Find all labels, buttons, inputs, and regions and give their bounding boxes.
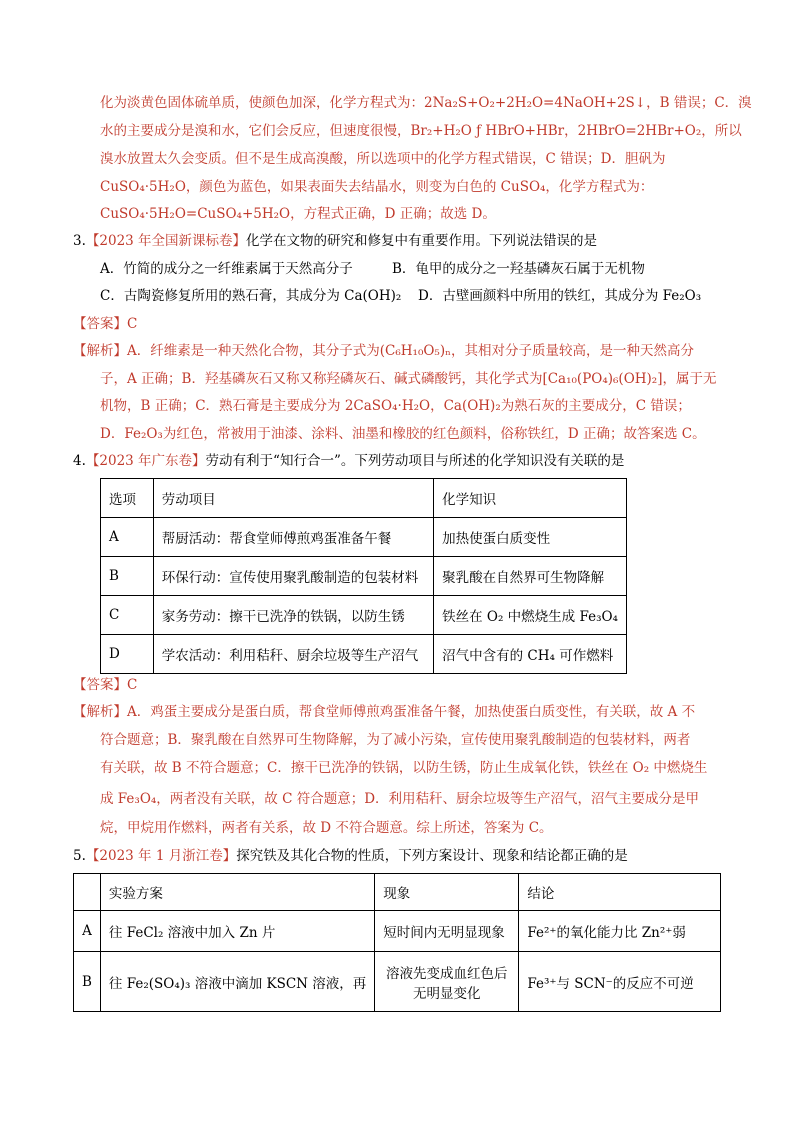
question-5-stem [73,846,628,866]
q2-analysis-line-3: 溴水放置太久会变质。但不是生成高溴酸，所以选项中的化学方程式错误，C 错误；D．胆矾为 [100,151,666,167]
phenomenon-line-1: 溶液先变成血红色后 [386,965,508,982]
q3-analysis-line-1 [73,341,694,361]
table-header-row [101,479,627,518]
phenomenon-line-2: 无明显变化 [413,985,481,1002]
q2-analysis-line-4: CuSO₄·5H₂O，颜色为蓝色，如果表面失去结晶水，则变为白色的 CuSO₄，化学方程式为： [100,179,654,195]
table-cell: Fe²⁺的氧化能力比 Zn²⁺弱 [519,911,721,952]
table-cell: A [101,518,154,557]
question-source: 【2023 年广东卷】 [85,453,206,469]
table-header-cell: 结论 [519,874,721,911]
table-cell: Fe³⁺与 SCN⁻的反应不可逆 [519,952,721,1012]
table-cell: B [74,952,101,1012]
question-3-stem [73,231,597,251]
table-row [101,557,627,596]
table-cell: 加热使蛋白质变性 [434,518,627,557]
table-cell: 沼气中含有的 CH₄ 可作燃料 [434,635,627,674]
analysis-label: 【解析】 [73,343,127,359]
answer-label: 【答案】 [73,677,127,693]
table-header-cell: 选项 [101,479,154,518]
table-cell: D [101,635,154,674]
question-4-stem [73,451,624,471]
table-cell: 铁丝在 O₂ 中燃烧生成 Fe₃O₄ [434,596,627,635]
table-cell: C [101,596,154,635]
question-number: 3. [73,233,86,249]
q4-analysis-line-2: 符合题意；B．聚乳酸在自然界可生物降解，为了减小污染，宣传使用聚乳酸制造的包装材料，两者 [100,732,691,748]
q3-option-c: C．古陶瓷修复所用的熟石膏，其成分为 Ca(OH)₂ [100,288,402,304]
table-cell: 帮厨活动：帮食堂师傅煎鸡蛋准备午餐 [153,518,433,557]
analysis-text: A．鸡蛋主要成分是蛋白质，帮食堂师傅煎鸡蛋准备午餐，加热使蛋白质变性，有关联，故 A 不 [127,704,696,720]
table-cell: 往 FeCl₂ 溶液中加入 Zn 片 [100,911,374,952]
question-number: 4. [73,453,86,469]
table-row [101,518,627,557]
q5-table [73,873,721,1012]
table-cell: 聚乳酸在自然界可生物降解 [434,557,627,596]
q3-answer [73,314,137,334]
table-cell: 短时间内无明显现象 [375,911,519,952]
table-header-cell: 现象 [375,874,519,911]
question-number: 5. [73,848,86,864]
question-text: 化学在文物的研究和修复中有重要作用。下列说法错误的是 [246,233,598,249]
table-header-row [74,874,721,911]
table-header-cell [74,874,101,911]
table-cell: 往 Fe₂(SO₄)₃ 溶液中滴加 KSCN 溶液，再 [100,952,374,1012]
q2-analysis-line-5: CuSO₄·5H₂O=CuSO₄+5H₂O，方程式正确，D 正确；故选 D。 [100,206,496,222]
answer-label: 【答案】 [73,316,127,332]
question-text: 探究铁及其化合物的性质，下列方案设计、现象和结论都正确的是 [236,848,628,864]
answer-value: C [127,316,138,332]
table-cell: B [101,557,154,596]
answer-value: C [127,677,138,693]
analysis-label: 【解析】 [73,704,127,720]
question-source: 【2023 年全国新课标卷】 [85,233,247,249]
table-header-cell: 化学知识 [434,479,627,518]
q2-analysis-line-2: 水的主要成分是溴和水，它们会反应，但速度很慢，Br₂+H₂O ƒ HBrO+HBr，2HBrO=2HBr+O₂，所以 [100,123,742,139]
table-header-cell: 实验方案 [100,874,374,911]
q4-analysis-line-3: 有关联，故 B 不符合题意；C．擦干已洗净的铁锅，以防生锈，防止生成氧化铁，铁丝在 O₂ 中燃烧生 [100,760,708,776]
table-row [101,596,627,635]
q3-option-a: A．竹简的成分之一纤维素属于天然高分子 [100,261,353,277]
q4-answer [73,675,137,695]
q4-analysis-line-5: 烷，甲烷用作燃料，两者有关系，故 D 不符合题意。综上所述，答案为 C。 [100,820,553,836]
q3-analysis-line-4: D．Fe₂O₃为红色，常被用于油漆、涂料、油墨和橡胶的红色颜料，俗称铁红，D 正确；故答案选 C。 [100,426,706,442]
table-cell: 环保行动：宣传使用聚乳酸制造的包装材料 [153,557,433,596]
q4-analysis-line-4: 成 Fe₃O₄，两者没有关联，故 C 符合题意；D．利用秸秆、厨余垃圾等生产沼气，沼气主要成分是甲 [100,791,700,807]
table-header-cell: 劳动项目 [153,479,433,518]
table-cell: A [74,911,101,952]
table-row [74,952,721,1012]
table-row [101,635,627,674]
q4-analysis-line-1 [73,702,695,722]
table-row [74,911,721,952]
q3-analysis-line-3: 机物，B 正确；C．熟石膏是主要成分为 2CaSO₄·H₂O，Ca(OH)₂为熟石灰的主要成分，C 错误； [100,398,691,414]
table-cell: 学农活动：利用秸秆、厨余垃圾等生产沼气 [153,635,433,674]
q3-analysis-line-2: 子，A 正确；B．羟基磷灰石又称又称羟磷灰石、碱式磷酸钙，其化学式为[Ca₁₀(PO₄)₆(OH)₂]，属于无 [100,371,717,387]
question-source: 【2023 年 1 月浙江卷】 [85,848,237,864]
q3-option-b: B．龟甲的成分之一羟基磷灰石属于无机物 [392,261,645,277]
table-cell: 家务劳动：擦干已洗净的铁锅，以防生锈 [153,596,433,635]
q4-table [100,478,627,674]
analysis-text: A．纤维素是一种天然化合物，其分子式为(C₆H₁₀O₅)ₙ，其相对分子质量较高，是一种天然高分 [127,343,694,359]
q2-analysis-line-1: 化为淡黄色固体硫单质，使颜色加深，化学方程式为：2Na₂S+O₂+2H₂O=4NaOH+2S↓，B 错误；C．溴 [100,95,752,111]
question-text: 劳动有利于“知行合一”。下列劳动项目与所述的化学知识没有关联的是 [205,453,625,469]
q3-option-d: D．古壁画颜料中所用的铁红，其成分为 Fe₂O₃ [418,288,702,304]
table-cell-phenomenon [375,952,519,1012]
